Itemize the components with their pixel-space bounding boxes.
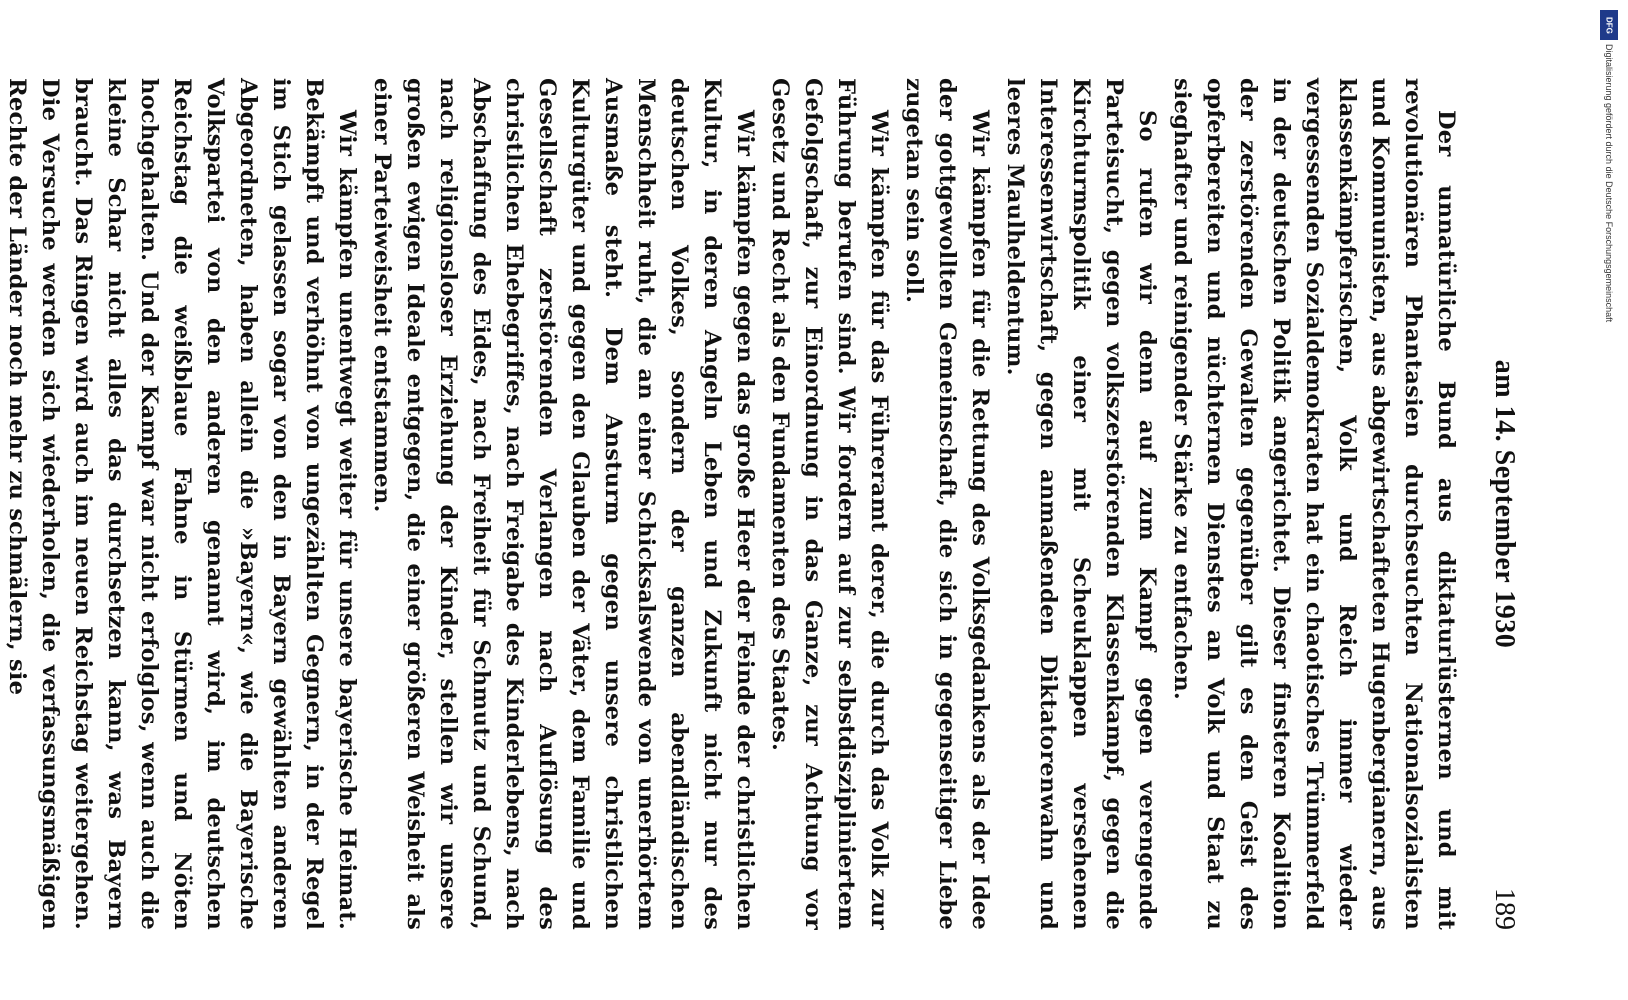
paragraph: Wir kämpfen unentwegt weiter für unsere bayerische Heimat. Bekämpft und verhöhnt von ungezählten Gegnern, in der Regel im Stich gelassen sogar von den in Bayern gewählten anderen Abgeordneten, haben allein die »Bayern«, wie die Bayerische Volkspartei von den anderen genannt wird, im deutschen Reichstag die weißblaue Fahne in Stürmen und Nöten hochgehalten. Und der Kampf war nicht erfolglos, wenn auch die kleine Schar nicht alles das durchsetzen kann, was Bayern braucht. Das Ringen wird auch im neuen Reichstag weitergehen. Die Versuche werden sich wiederholen, die verfassungsmäßigen Rechte der Länder noch mehr zu schmälern, sie	[4, 78, 360, 930]
paragraph: Wir kämpfen für die Rettung des Volksgedankens als der Idee der gottgewollten Gemeinschaft, die sich in gegenseitiger Liebe zugetan sein soll.	[901, 78, 993, 930]
page-number: 189	[1489, 888, 1520, 930]
paragraph: Wir kämpfen gegen das große Heer der Feinde der christlichen Kultur, in deren Angeln Leben und Zukunft nicht nur des deutschen Volkes, sondern der ganzen abendländischen Menschheit ruht, die an einer Schicksalswende von unerhörtem Ausmaße steht. Dem Ansturm gegen unsere christlichen Kulturgüter und gegen den Glauben der Väter, dem Familie und Gesellschaft zerstörenden Verlangen nach Auflösung des christlichen Ehebegriffes, nach Freigabe des Kinderlebens, nach Abschaffung des Eides, nach Freiheit für Schmutz und Schund, nach religionsloser Erziehung der Kinder, stellen wir unsere großen ewigen Ideale entgegen, die einer größeren Weisheit als einer Parteiweisheit entstammen.	[369, 78, 758, 930]
credit-text: Digitalisierung gefördert durch die Deutsche Forschungsgemeinschaft	[1604, 44, 1614, 323]
page-header	[1470, 78, 1520, 930]
paragraph: Wir kämpfen für das Führeramt derer, die durch das Volk zur Führung berufen sind. Wir fordern auf zur selbstdiszipliniertem Gefolgschaft, zur Einordnung in das Ganze, zur Achtung vor Gesetz und Recht als den Fundamenten des Staates.	[767, 78, 892, 930]
running-head: am 14. September 1930	[1489, 359, 1520, 649]
paragraph: Der unnatürliche Bund aus diktaturlüsternen und mit revolutionären Phantasien durchseuchten Nationalsozialisten und Kommunisten, aus abgewirtschafteten Hugenbergianern, aus klassenkämpferischen, Volk und Reich immer wieder vergessenden Sozialdemokraten hat ein chaotisches Trümmerfeld in der deutschen Politik angerichtet. Dieser finsteren Koalition der zerstörenden Gewalten gegenüber gilt es den Geist des opferbereiten und nüchternen Dienstes an Volk und Staat zu sieghafter und reinigender Stärke zu entfachen.	[1169, 78, 1459, 930]
paragraph: So rufen wir denn auf zum Kampf gegen verengende Parteisucht, gegen volkszerstörenden Klassenkampf, gegen die Kirchturmspolitik einer mit Scheuklappen versehenen Interessenwirtschaft, gegen anmaßenden Diktatorenwahn und leeres Maulheldentum.	[1002, 78, 1160, 930]
dfg-logo-icon: DFG	[1600, 10, 1618, 40]
digitization-credit	[1598, 10, 1620, 350]
text-body	[0, 78, 1462, 930]
